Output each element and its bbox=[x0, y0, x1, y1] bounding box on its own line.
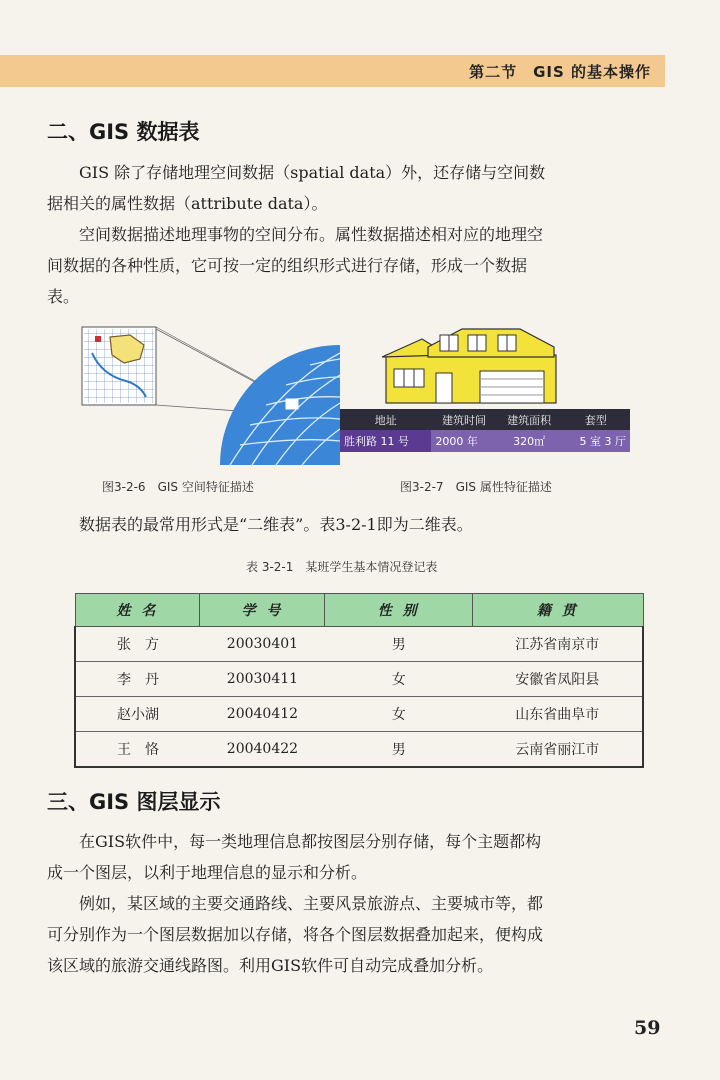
paragraph-table-intro: 数据表的最常用形式是“二维表”。表3-2-1即为二维表。 bbox=[79, 515, 473, 534]
cell-name: 张 方 bbox=[75, 627, 200, 662]
attribute-table bbox=[340, 409, 630, 452]
paragraph-spatial-attribute: GIS 除了存储地理空间数据（spatial data）外，还存储与空间数据相关的属性数据（attribute data）。 bbox=[47, 163, 546, 213]
table-header-id: 学 号 bbox=[200, 594, 325, 627]
house-illustration bbox=[340, 325, 630, 409]
paragraph-layer-storage: 在GIS软件中，每一类地理信息都按图层分别存储，每个主题都构成一个图层，以利于地理信息的显示和分析。 bbox=[47, 832, 542, 882]
attr-header-layout: 套型 bbox=[562, 409, 630, 430]
attr-cell-build-area: 320㎡ bbox=[497, 430, 562, 452]
figure-spatial-feature bbox=[80, 325, 340, 465]
figure-attribute-feature bbox=[340, 325, 630, 460]
table-row bbox=[75, 627, 643, 662]
attr-header-address: 地址 bbox=[340, 409, 431, 430]
cell-id: 20030401 bbox=[200, 627, 325, 662]
section-title-gis-layer-display: 三、GIS 图层显示 bbox=[47, 790, 221, 814]
cell-id: 20030411 bbox=[200, 662, 325, 697]
attr-header-build-area: 建筑面积 bbox=[497, 409, 562, 430]
attr-header-build-time: 建筑时间 bbox=[431, 409, 496, 430]
cell-id: 20040412 bbox=[200, 697, 325, 732]
cell-gender: 男 bbox=[325, 732, 473, 768]
attr-cell-layout: 5 室 3 厅 bbox=[562, 430, 630, 452]
cell-gender: 女 bbox=[325, 662, 473, 697]
figure-caption-spatial: 图3-2-6 GIS 空间特征描述 bbox=[102, 480, 254, 494]
table-header-gender: 性 别 bbox=[325, 594, 473, 627]
cell-hometown: 安徽省凤阳县 bbox=[473, 662, 643, 697]
figure-caption-attribute: 图3-2-7 GIS 属性特征描述 bbox=[400, 480, 552, 494]
cell-id: 20040422 bbox=[200, 732, 325, 768]
paragraph-spatial-description: 空间数据描述地理事物的空间分布。属性数据描述相对应的地理空间数据的各种性质，它可按一定的组织形式进行存储，形成一个数据表。 bbox=[47, 225, 544, 306]
paragraph-layer-overlay: 例如，某区域的主要交通路线、主要风景旅游点、主要城市等，都可分别作为一个图层数据加以存储，将各个图层数据叠加起来，便构成该区域的旅游交通线路图。利用GIS软件可自动完成叠加分析。 bbox=[47, 894, 544, 975]
cell-hometown: 山东省曲阜市 bbox=[473, 697, 643, 732]
cell-name: 李 丹 bbox=[75, 662, 200, 697]
cell-gender: 男 bbox=[325, 627, 473, 662]
page-number: 59 bbox=[634, 1017, 661, 1039]
attr-cell-address: 胜利路 11 号 bbox=[340, 430, 431, 452]
table-header-hometown: 籍 贯 bbox=[473, 594, 643, 627]
cell-name: 赵小湖 bbox=[75, 697, 200, 732]
section-title-gis-data-table: 二、GIS 数据表 bbox=[47, 120, 200, 144]
table-row bbox=[75, 732, 643, 768]
table-row bbox=[75, 697, 643, 732]
cell-gender: 女 bbox=[325, 697, 473, 732]
cell-name: 王 恪 bbox=[75, 732, 200, 768]
student-info-table bbox=[74, 593, 644, 768]
table-caption: 表 3-2-1 某班学生基本情况登记表 bbox=[246, 560, 438, 574]
chapter-header-text: 第二节 GIS 的基本操作 bbox=[469, 63, 651, 81]
chapter-header-band bbox=[0, 55, 665, 87]
cell-hometown: 江苏省南京市 bbox=[473, 627, 643, 662]
cell-hometown: 云南省丽江市 bbox=[473, 732, 643, 768]
spatial-globe-grid-illustration bbox=[80, 325, 340, 465]
table-header-name: 姓 名 bbox=[75, 594, 200, 627]
attr-cell-build-time: 2000 年 bbox=[431, 430, 496, 452]
table-row bbox=[75, 662, 643, 697]
